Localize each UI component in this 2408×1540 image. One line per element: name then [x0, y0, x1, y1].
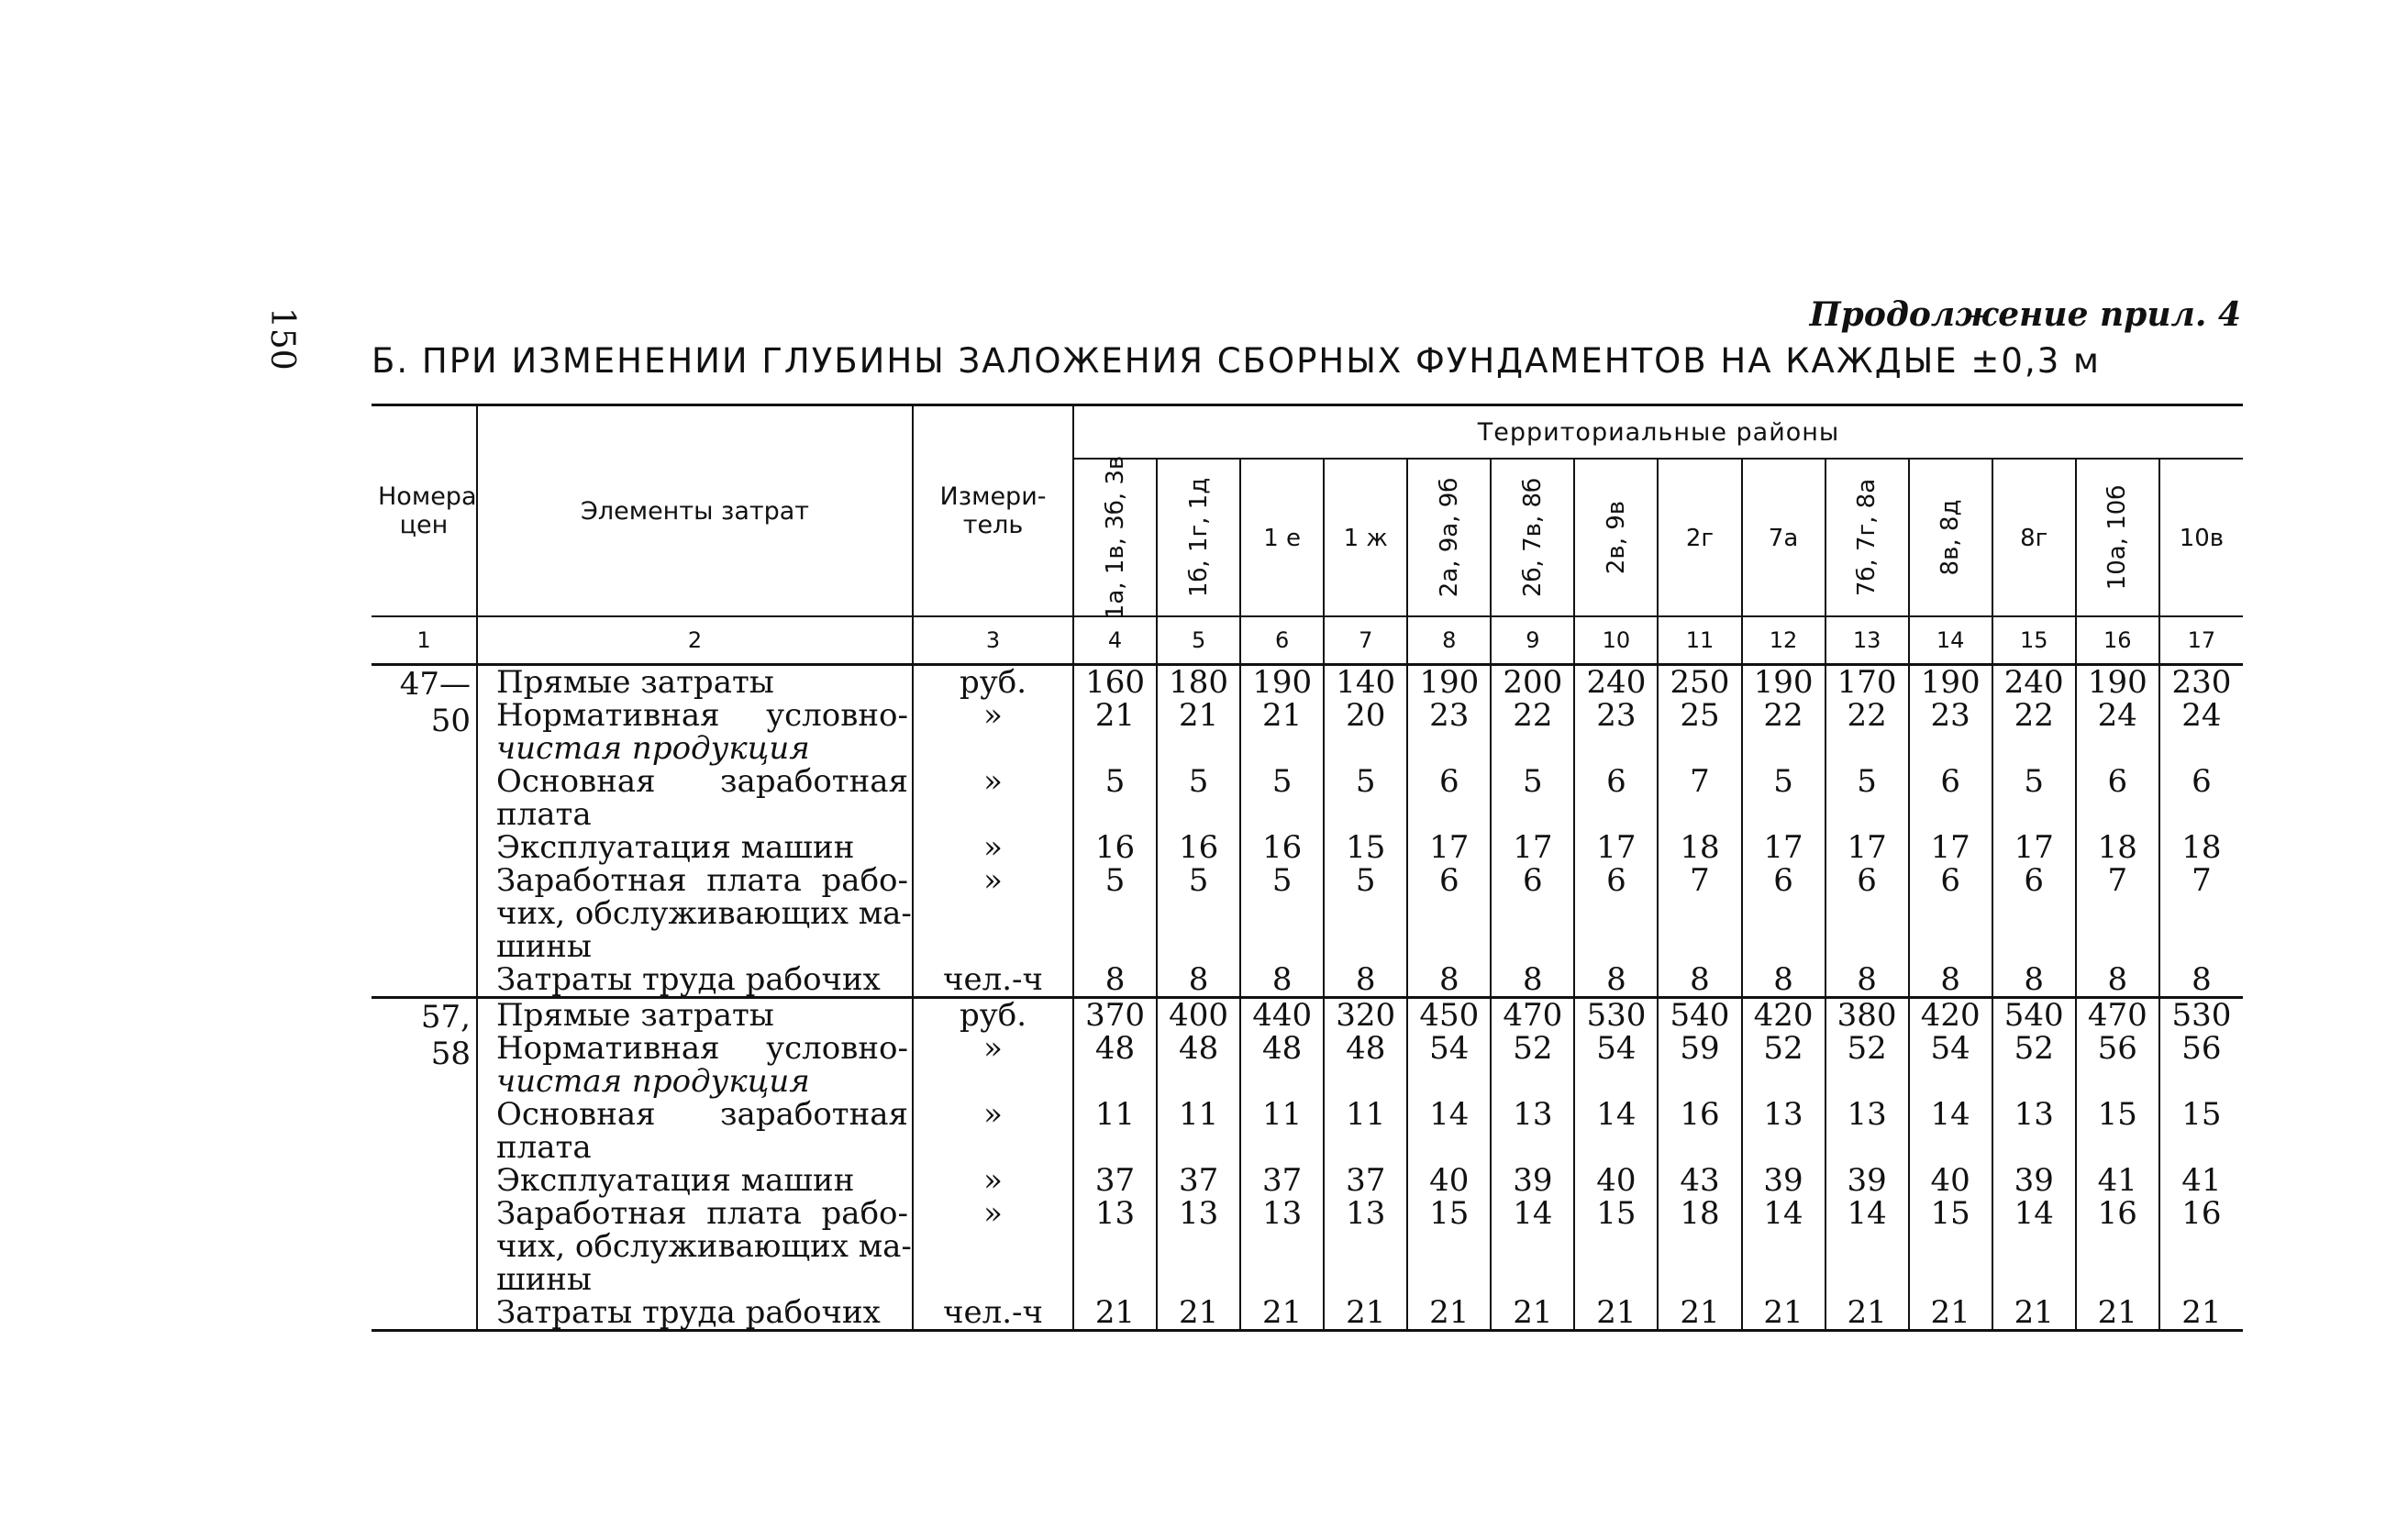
value: 7	[1690, 862, 1710, 899]
value: 5	[1271, 862, 1293, 899]
value: 5	[1104, 862, 1126, 899]
value: 7	[2107, 862, 2128, 899]
region-value-cell	[1407, 998, 1491, 1331]
value: 17	[1596, 829, 1637, 866]
header-region	[1909, 459, 1992, 616]
value: 200	[1503, 664, 1563, 701]
value: 40	[1596, 1162, 1637, 1199]
value: 17	[1429, 829, 1470, 866]
value: 5	[1104, 763, 1126, 800]
cost-element-label: Основная заработная	[496, 763, 908, 800]
value: 5	[1355, 862, 1376, 899]
value: 540	[2003, 997, 2064, 1034]
value: 8	[1940, 961, 1960, 998]
value: 14	[1513, 1195, 1553, 1232]
value: 470	[1503, 997, 1563, 1034]
value: 7	[1690, 763, 1710, 800]
region-value-cell	[1324, 998, 1407, 1331]
header-region	[1825, 459, 1909, 616]
value: 21	[1094, 697, 1136, 734]
value: 420	[1753, 997, 1814, 1034]
column-number: 2	[477, 616, 913, 665]
value: 56	[2097, 1030, 2137, 1067]
value: 52	[1513, 1030, 1553, 1067]
value: 14	[1847, 1195, 1887, 1232]
cost-element-label-cont: чих, обслуживающих ма-	[496, 1228, 912, 1265]
value: 40	[1930, 1162, 1970, 1199]
value: 59	[1680, 1030, 1720, 1067]
column-number: 9	[1491, 616, 1574, 665]
value: 48	[1178, 1030, 1219, 1067]
value: 15	[1930, 1195, 1970, 1232]
value: 6	[1940, 763, 1960, 800]
value: 6	[1773, 862, 1793, 899]
region-value-cell	[1825, 998, 1909, 1331]
region-value-cell	[1491, 665, 1574, 998]
unit-label: »	[983, 862, 1003, 899]
unit-label: »	[983, 1195, 1003, 1232]
price-code: 57, 58	[372, 998, 477, 1331]
value: 8	[1690, 961, 1710, 998]
cost-element-label: Заработная плата рабо-	[496, 862, 908, 899]
value: 21	[1680, 1294, 1720, 1331]
column-number: 4	[1073, 616, 1157, 665]
header-region	[1157, 459, 1240, 616]
value: 13	[1178, 1195, 1219, 1232]
region-value-cell	[1073, 998, 1157, 1331]
value: 18	[1680, 1195, 1720, 1232]
value: 190	[1419, 664, 1480, 701]
value: 18	[2181, 829, 2222, 866]
region-value-cell	[1157, 665, 1240, 998]
column-number: 7	[1324, 616, 1407, 665]
value: 8	[1438, 961, 1459, 998]
value: 16	[2097, 1195, 2137, 1232]
value: 16	[2181, 1195, 2222, 1232]
value: 54	[1930, 1030, 1970, 1067]
value: 21	[2181, 1294, 2222, 1331]
region-value-cell	[1992, 665, 2076, 998]
value: 21	[1178, 1294, 1219, 1331]
value: 41	[2181, 1162, 2222, 1199]
value: 530	[2171, 997, 2232, 1034]
value: 13	[1346, 1195, 1386, 1232]
value: 240	[2003, 664, 2064, 701]
header-region-label: 2б, 7в, 8б	[1518, 477, 1547, 598]
cost-element-label: Затраты труда рабочих	[496, 1294, 881, 1331]
region-value-cell	[1574, 665, 1658, 998]
value: 370	[1085, 997, 1145, 1034]
cost-element-label-cont: чистая продукция	[496, 1063, 810, 1100]
cost-table	[372, 404, 2243, 1332]
value: 5	[1523, 763, 1543, 800]
header-region	[1324, 459, 1407, 616]
cost-element-label: Нормативная условно-	[496, 697, 908, 734]
value: 6	[2024, 862, 2045, 899]
value: 39	[1847, 1162, 1887, 1199]
header-region-label: 2в, 9в	[1602, 500, 1630, 575]
value: 190	[2087, 664, 2147, 701]
value: 170	[1837, 664, 1897, 701]
value: 15	[1429, 1195, 1470, 1232]
header-unit: Измери-тель	[913, 405, 1073, 617]
column-number: 6	[1240, 616, 1324, 665]
value: 8	[2192, 961, 2212, 998]
cost-elements-cell	[477, 998, 913, 1331]
column-number: 16	[2076, 616, 2159, 665]
value: 23	[1930, 697, 1970, 734]
value: 190	[1920, 664, 1981, 701]
value: 21	[1262, 697, 1303, 734]
cost-element-label: Прямые затраты	[496, 997, 774, 1034]
value: 13	[2014, 1096, 2054, 1133]
value: 5	[1355, 763, 1376, 800]
region-value-cell	[2076, 998, 2159, 1331]
header-region	[1658, 459, 1741, 616]
value: 54	[1429, 1030, 1470, 1067]
region-value-cell	[2159, 998, 2243, 1331]
value: 21	[2014, 1294, 2054, 1331]
value: 15	[2097, 1096, 2137, 1133]
unit-label: »	[983, 697, 1003, 734]
value: 6	[2192, 763, 2212, 800]
region-value-cell	[1157, 998, 1240, 1331]
column-number: 11	[1658, 616, 1741, 665]
header-region-label: 7б, 7г, 8а	[1853, 478, 1881, 597]
value: 21	[2097, 1294, 2137, 1331]
region-value-cell	[2159, 665, 2243, 998]
value: 43	[1680, 1162, 1720, 1199]
unit-label: »	[983, 763, 1003, 800]
value: 13	[1763, 1096, 1803, 1133]
cost-element-label-cont: чистая продукция	[496, 730, 810, 767]
cost-element-label-cont: плата	[496, 1129, 592, 1166]
value: 8	[1355, 961, 1376, 998]
value: 6	[2107, 763, 2128, 800]
value: 21	[1346, 1294, 1386, 1331]
header-region	[1407, 459, 1491, 616]
value: 5	[1188, 862, 1209, 899]
value: 7	[2192, 862, 2212, 899]
header-region	[2159, 459, 2243, 616]
value: 21	[1763, 1294, 1803, 1331]
header-region-label: 8г	[2020, 524, 2048, 552]
value: 17	[1847, 829, 1887, 866]
value: 23	[1429, 697, 1470, 734]
cost-element-label: Затраты труда рабочих	[496, 961, 881, 998]
value: 56	[2181, 1030, 2222, 1067]
unit-label: »	[983, 829, 1003, 866]
region-value-cell	[1658, 665, 1741, 998]
value: 17	[2014, 829, 2054, 866]
value: 41	[2097, 1162, 2137, 1199]
value: 14	[1429, 1096, 1470, 1133]
header-region	[1073, 455, 1157, 620]
header-region-label: 7а	[1768, 524, 1799, 552]
value: 6	[1438, 763, 1459, 800]
region-value-cell	[1742, 665, 1825, 998]
value: 320	[1336, 997, 1396, 1034]
value: 22	[2014, 697, 2054, 734]
unit-label: »	[983, 1030, 1003, 1067]
value: 15	[2181, 1096, 2222, 1133]
unit-label: руб.	[959, 997, 1027, 1034]
value: 6	[1940, 862, 1960, 899]
value: 530	[1586, 997, 1647, 1034]
section-title: Б. ПРИ ИЗМЕНЕНИИ ГЛУБИНЫ ЗАЛОЖЕНИЯ СБОРНЫХ ФУНДАМЕНТОВ НА КАЖДЫЕ ±0,3 м	[372, 341, 2101, 381]
header-region-label: 10в	[2179, 524, 2225, 552]
value: 39	[2014, 1162, 2054, 1199]
value: 13	[1513, 1096, 1553, 1133]
value: 6	[1523, 862, 1543, 899]
value: 180	[1169, 664, 1229, 701]
value: 250	[1670, 664, 1730, 701]
cost-element-label: Основная заработная	[496, 1096, 908, 1133]
value: 17	[1930, 829, 1970, 866]
cost-element-label: Прямые затраты	[496, 664, 774, 701]
region-value-cell	[2076, 665, 2159, 998]
value: 21	[1094, 1294, 1136, 1331]
value: 14	[1763, 1195, 1803, 1232]
cost-element-label: Нормативная условно-	[496, 1030, 908, 1067]
value: 8	[1188, 961, 1209, 998]
column-number: 13	[1825, 616, 1909, 665]
value: 48	[1346, 1030, 1386, 1067]
cost-element-label: Заработная плата рабо-	[496, 1195, 908, 1232]
value: 6	[1438, 862, 1459, 899]
unit-label: руб.	[959, 664, 1027, 701]
value: 54	[1596, 1030, 1637, 1067]
region-value-cell	[1992, 998, 2076, 1331]
region-value-cell	[1742, 998, 1825, 1331]
value: 22	[1763, 697, 1803, 734]
value: 6	[1606, 763, 1626, 800]
value: 52	[1763, 1030, 1803, 1067]
header-region-label: 1а, 1в, 3б, 3в	[1101, 455, 1129, 620]
column-number: 12	[1742, 616, 1825, 665]
value: 24	[2097, 697, 2137, 734]
value: 16	[1178, 829, 1219, 866]
column-number: 3	[913, 616, 1073, 665]
header-region-label: 1 ж	[1343, 524, 1388, 552]
value: 190	[1252, 664, 1313, 701]
value: 21	[1596, 1294, 1637, 1331]
column-number: 14	[1909, 616, 1992, 665]
unit-label: »	[983, 1096, 1003, 1133]
value: 140	[1336, 664, 1396, 701]
region-value-cell	[1240, 665, 1324, 998]
value: 6	[1857, 862, 1877, 899]
column-number: 8	[1407, 616, 1491, 665]
header-region	[1491, 459, 1574, 616]
value: 37	[1178, 1162, 1219, 1199]
unit-label: »	[983, 1162, 1003, 1199]
cost-element-label-cont: шины	[496, 928, 592, 965]
value: 230	[2171, 664, 2232, 701]
value: 8	[1857, 961, 1877, 998]
header-region-label: 1 е	[1263, 524, 1302, 552]
unit-cell	[913, 998, 1073, 1331]
page-number: 150	[263, 307, 301, 371]
region-value-cell	[1825, 665, 1909, 998]
value: 8	[1271, 961, 1293, 998]
value: 450	[1419, 997, 1480, 1034]
header-region-label: 1б, 1г, 1д	[1184, 477, 1213, 598]
value: 48	[1262, 1030, 1303, 1067]
value: 37	[1094, 1162, 1136, 1199]
header-region	[1240, 459, 1324, 616]
cost-element-label: Эксплуатация машин	[496, 829, 855, 866]
value: 470	[2087, 997, 2147, 1034]
value: 8	[2107, 961, 2128, 998]
value: 5	[2024, 763, 2045, 800]
value: 380	[1837, 997, 1897, 1034]
value: 8	[2024, 961, 2045, 998]
value: 21	[1513, 1294, 1553, 1331]
value: 17	[1513, 829, 1553, 866]
value: 8	[1606, 961, 1626, 998]
value: 5	[1773, 763, 1793, 800]
header-region	[1574, 459, 1658, 616]
value: 13	[1847, 1096, 1887, 1133]
value: 14	[1930, 1096, 1970, 1133]
value: 420	[1920, 997, 1981, 1034]
column-number: 1	[372, 616, 477, 665]
unit-cell	[913, 665, 1073, 998]
cost-element-label-cont: шины	[496, 1261, 592, 1298]
header-price-numbers: Номера цен	[378, 482, 477, 539]
column-number: 5	[1157, 616, 1240, 665]
value: 21	[1429, 1294, 1470, 1331]
value: 11	[1178, 1096, 1219, 1133]
region-value-cell	[1324, 665, 1407, 998]
value: 8	[1104, 961, 1126, 998]
header-region-label: 2а, 9а, 9б	[1435, 477, 1463, 598]
value: 17	[1763, 829, 1803, 866]
cost-element-label: Эксплуатация машин	[496, 1162, 855, 1199]
value: 22	[1513, 697, 1553, 734]
value: 8	[1523, 961, 1543, 998]
table-row-group	[372, 665, 2243, 998]
region-value-cell	[1909, 665, 1992, 998]
header-region	[1992, 459, 2076, 616]
value: 11	[1094, 1096, 1136, 1133]
region-value-cell	[1574, 998, 1658, 1331]
unit-label: чел.-ч	[943, 1294, 1043, 1331]
column-number: 10	[1574, 616, 1658, 665]
value: 52	[1847, 1030, 1887, 1067]
cost-elements-cell	[477, 665, 913, 998]
price-code: 47—50	[399, 666, 471, 739]
region-value-cell	[1240, 998, 1324, 1331]
region-value-cell	[1658, 998, 1741, 1331]
value: 440	[1252, 997, 1313, 1034]
value: 15	[1346, 829, 1386, 866]
value: 14	[2014, 1195, 2054, 1232]
value: 190	[1753, 664, 1814, 701]
value: 5	[1857, 763, 1877, 800]
header-region	[2076, 459, 2159, 616]
value: 37	[1346, 1162, 1386, 1199]
region-value-cell	[1909, 998, 1992, 1331]
value: 11	[1262, 1096, 1303, 1133]
value: 16	[1262, 829, 1303, 866]
region-value-cell	[1491, 998, 1574, 1331]
value: 23	[1596, 697, 1637, 734]
region-value-cell	[1407, 665, 1491, 998]
value: 22	[1847, 697, 1887, 734]
value: 13	[1262, 1195, 1303, 1232]
header-region-label: 10а, 10б	[2103, 484, 2132, 591]
value: 11	[1346, 1096, 1386, 1133]
value: 5	[1188, 763, 1209, 800]
region-value-cell	[1073, 665, 1157, 998]
header-cost-elements: Элементы затрат	[477, 405, 913, 617]
value: 21	[1847, 1294, 1887, 1331]
value: 18	[1680, 829, 1720, 866]
value: 40	[1429, 1162, 1470, 1199]
header-regions-title: Территориальные районы	[1073, 405, 2243, 460]
column-number: 17	[2159, 616, 2243, 665]
value: 24	[2181, 697, 2222, 734]
value: 13	[1094, 1195, 1136, 1232]
table-row-group	[372, 998, 2243, 1331]
value: 48	[1094, 1030, 1136, 1067]
continuation-note: Продолжение прил. 4	[1809, 295, 2241, 334]
value: 540	[1670, 997, 1730, 1034]
value: 20	[1346, 697, 1386, 734]
value: 240	[1586, 664, 1647, 701]
value: 21	[1262, 1294, 1303, 1331]
value: 8	[1773, 961, 1793, 998]
value: 37	[1262, 1162, 1303, 1199]
cost-element-label-cont: плата	[496, 796, 592, 833]
unit-label: чел.-ч	[943, 961, 1043, 998]
cost-element-label-cont: чих, обслуживающих ма-	[496, 895, 912, 932]
value: 160	[1085, 664, 1145, 701]
value: 15	[1596, 1195, 1637, 1232]
value: 5	[1271, 763, 1293, 800]
value: 39	[1763, 1162, 1803, 1199]
value: 21	[1178, 697, 1219, 734]
column-number: 15	[1992, 616, 2076, 665]
value: 39	[1513, 1162, 1553, 1199]
value: 21	[1930, 1294, 1970, 1331]
value: 400	[1169, 997, 1229, 1034]
value: 25	[1680, 697, 1720, 734]
value: 16	[1680, 1096, 1720, 1133]
value: 16	[1094, 829, 1136, 866]
header-region	[1742, 459, 1825, 616]
header-region-label: 2г	[1685, 524, 1714, 552]
value: 18	[2097, 829, 2137, 866]
value: 6	[1606, 862, 1626, 899]
header-region-label: 8в, 8д	[1936, 499, 1965, 576]
value: 52	[2014, 1030, 2054, 1067]
value: 14	[1596, 1096, 1637, 1133]
